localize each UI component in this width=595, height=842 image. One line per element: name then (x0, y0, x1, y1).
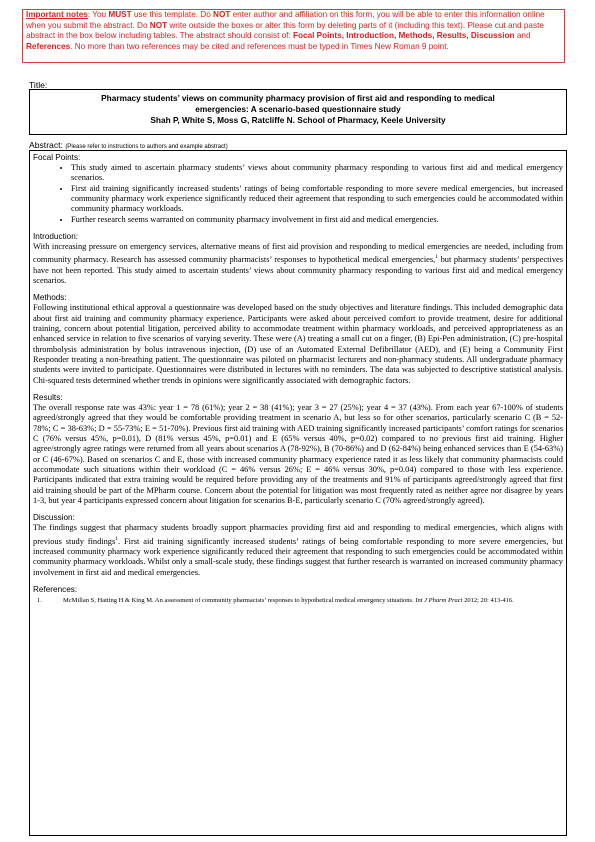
abstract-box[interactable] (29, 150, 567, 836)
methods-text: Following institutional ethical approval a questionnaire was developed based on the study objectives and literature findings. This included demographic data about first aid training and community pharmacy experience. Participants were asked about perceived comfort to provide treatment, desire for additional training, concern about potential litigation, perceived ability to accommodate treatment within pharmacy workloads, and perceived appropriateness as an enhanced service in relation to five scenarios of varying severity. These were (A) treating a small cut on a finger, (B) Epi-Pen administration, (C) pre-hospital thrombolysis administration by bolus intravenous injection, (D) use of an Automated External Defibrillator (AED), and (E) being a Community First Responder treating a non-breathing patient. The questionnaire was piloted on pharmacist lecturers and non-pharmacy students. All undergraduate pharmacy students were invited to participate. Questionnaires were distributed in lectures with no reminders. The data was subjected to descriptive statistical analysis. Chi-squared tests determined whether trends in opinions were significantly associated with demographic factors. (33, 303, 563, 385)
reference-body: McMillan S, Hatting H & King M. An assessment of community pharmacists’ responses to hypothetical medical emergency situations. (63, 596, 416, 604)
focal-point-item: • First aid training significantly increased students’ ratings of being comfortable responding to more severe medical emergencies, but increased community pharmacy work experience significantly reduced their agreement that responding to such emergencies could be accommodated within community pharmacy workloads. (71, 184, 563, 215)
important-notes-label: Important notes (26, 10, 88, 19)
discussion-text-part: The findings suggest that pharmacy students broadly support pharmacies providing first aid and responding to medical emergencies, which aligns with previous study findings (33, 523, 563, 546)
notes-text: . No more than two references may be cited and references must be typed in Times New Roman 9 point. (70, 41, 449, 51)
notes-must: MUST (108, 10, 132, 19)
focal-point-item: • Further research seems warranted on community pharmacy involvement in first aid and medical emergencies. (71, 215, 563, 225)
reference-number: 1. (37, 596, 42, 604)
reference-item (33, 596, 563, 605)
citation-superscript: 1 (115, 535, 119, 542)
introduction-text-part: but pharmacy students’ perspectives have not been reported. This study aimed to ascertain students’ views about community pharmacy responding to various first aid and medical emergency scenarios. (33, 255, 563, 285)
methods-heading: Methods: (33, 293, 67, 303)
title-box[interactable] (29, 89, 567, 135)
discussion-text-part: . First aid training significantly increased students’ ratings of being comfortable responding to more severe emergencies, but increased community pharmacy work experience significantly reduced their agreement that responding to such emergencies could be accommodated within community pharmacy workloads. Whilst only a small-scale study, these findings suggest that further research is warranted on increased community pharmacy involvement in first aid and medical emergencies. (33, 536, 563, 577)
notes-not: NOT (149, 20, 168, 30)
results-heading: Results: (33, 392, 63, 402)
notes-text: : You (87, 10, 109, 19)
abstract-label: Abstract: (29, 140, 63, 150)
notes-text: and (514, 31, 531, 41)
reference-journal: Int J Pharm Pract (415, 596, 463, 604)
introduction-text (33, 242, 563, 286)
focal-point-item: • This study aimed to ascertain pharmacy students’ views about community pharmacy responding to various first aid and medical emergency scenarios. (71, 163, 563, 184)
notes-text: write outside the boxes or alter this form by deleting parts of it (including this text). Please cut and paste abstract in the box below including tables. The abstract should consist of: (26, 20, 544, 41)
notes-not: NOT (213, 10, 231, 19)
reference-text (63, 596, 514, 605)
focal-points-list (33, 163, 563, 225)
notes-text: enter author and affiliation on this form, you will be able to enter this information online when you submit the abstract. Do (26, 10, 545, 30)
citation-superscript: 1 (435, 254, 438, 261)
results-text: The overall response rate was 43%: year 1 = 78 (61%); year 2 = 38 (41%); year 3 = 27 (25%); year 4 = 37 (43%). From each year 67-100% of students agreed/strongly agreed that they would be comfortable providing treatment in scenario A, but less so for other scenarios, particularly scenario C (B = 52-78%; C = 38-63%; D = 55-73%; E = 51-70%). Previous first aid training with AED training significantly increased participants’ comfort ratings for scenarios C (76% versus 45%, p=0.01), D (81% versus 45%, p=0.01) and E (65% versus 40%, p=0.02) compared to no previous first aid training. Higher agree/strongly agree ratings were returned from all years about scenarios A (78-92%), B (70-86%) and D (62-84%) being enhanced services than E (54-63%) or C (46-67%). Based on scenarios C and E, those with increased community pharmacy experience rated it as less likely that community pharmacists could accommodate such situations within their workload (C = 46% versus 26%; E = 46% versus 30%, p=0.04) compared to those with less experience. Participants indicated that extra training would be required before providing any of the treatments and 91% of participants agreed/strongly agreed that first aid training should be part of the MPharm course. Concern about the potential for litigation was most frequently rated as neither agree nor disagree by years 1-3, but year 4 participants expressed concern about litigation for scenarios B-E, particularly scenario C (70% agreed/strongly agreed). (33, 402, 563, 506)
notes-references: References (26, 41, 71, 51)
title-label: Title: (29, 80, 48, 90)
focal-points-heading: Focal Points: (33, 153, 81, 162)
references-heading: References: (33, 584, 78, 594)
important-notes-box (22, 9, 565, 63)
discussion-text (33, 523, 563, 578)
introduction-text-part: With increasing pressure on emergency services, alternative means of first aid provision and responding to medical emergencies are needed, including from community pharmacy. Research has assessed community pharmacists’ responses to hypothetical medical emergencies, (33, 242, 563, 265)
discussion-heading: Discussion: (33, 513, 75, 523)
notes-sections: Focal Points, Introduction, Methods, Results, Discussion (293, 31, 515, 41)
reference-tail: 2012; 20: 413-416. (462, 596, 514, 604)
notes-text: use this template. Do (131, 10, 214, 19)
title-line: Pharmacy students’ views on community pharmacy provision of first aid and responding to medical (101, 93, 495, 103)
introduction-heading: Introduction: (33, 232, 79, 242)
abstract-label-row (29, 140, 228, 150)
title-line: emergencies: A scenario-based questionnaire study (195, 104, 401, 114)
authors-line: Shah P, White S, Moss G, Ratcliffe N. School of Pharmacy, Keele University (150, 115, 446, 125)
abstract-hint: (Please refer to instructions to authors and example abstract) (65, 144, 228, 150)
